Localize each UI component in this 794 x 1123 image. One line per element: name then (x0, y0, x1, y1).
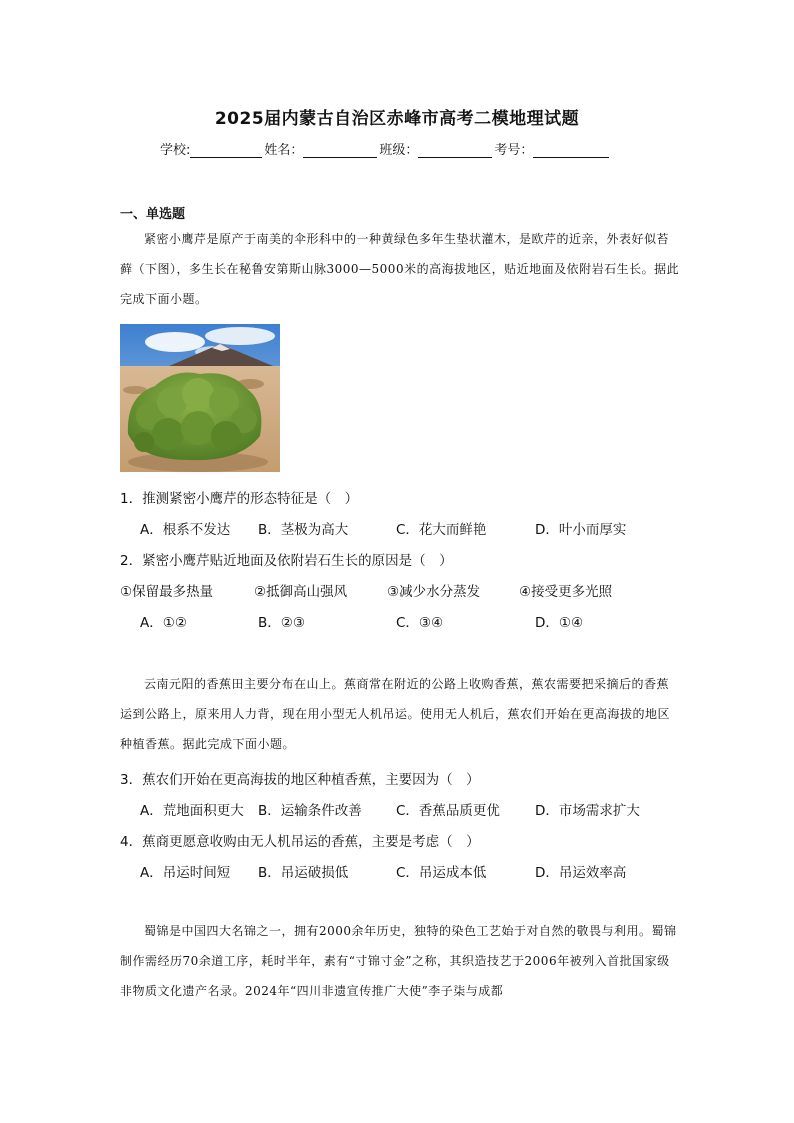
moss-plant-photo (120, 324, 280, 472)
q2-item-2: ②抵御高山强风 (254, 584, 348, 600)
q3-option-c[interactable]: C．香蕉品质更优 (396, 803, 500, 819)
q1-option-d[interactable]: D．叶小而厚实 (535, 522, 627, 538)
q1-option-c[interactable]: C．花大而鲜艳 (396, 522, 487, 538)
q4-option-d[interactable]: D．吊运效率高 (535, 865, 627, 881)
q3-option-d[interactable]: D．市场需求扩大 (535, 803, 640, 819)
section-heading: 一、单选题 (120, 207, 186, 222)
class-blank (418, 143, 492, 158)
question-1: 1．推测紧密小鹰芹的形态特征是（ ） (120, 491, 359, 507)
moss-plant-illustration (120, 324, 280, 472)
number-blank (533, 143, 609, 158)
q1-option-a[interactable]: A．根系不发达 (140, 522, 231, 538)
q3-option-a[interactable]: A．荒地面积更大 (140, 803, 244, 819)
q2-option-b[interactable]: B．②③ (258, 615, 305, 631)
question-3: 3．蕉农们开始在更高海拔的地区种植香蕉，主要因为（ ） (120, 772, 480, 788)
question-2: 2．紧密小鹰芹贴近地面及依附岩石生长的原因是（ ） (120, 553, 453, 569)
q2-item-4: ④接受更多光照 (519, 584, 613, 600)
passage-2: 云南元阳的香蕉田主要分布在山上。蕉商常在附近的公路上收购香蕉，蕉农需要把采摘后的香蕉运到公路上，原来用人力背，现在用小型无人机吊运。使用无人机后，蕉农们开始在更高海拔的地区种植香蕉。据此完成下面小题。 (120, 677, 671, 751)
school-blank (190, 143, 262, 158)
q2-option-d[interactable]: D．①④ (535, 615, 584, 631)
q2-item-3: ③减少水分蒸发 (387, 584, 481, 600)
number-label: 考号： (494, 143, 534, 158)
q4-option-b[interactable]: B．吊运破损低 (258, 865, 349, 881)
name-blank (303, 143, 377, 158)
q2-option-c[interactable]: C．③④ (396, 615, 444, 631)
q4-option-c[interactable]: C．吊运成本低 (396, 865, 487, 881)
class-label: 班级： (379, 143, 419, 158)
q3-option-b[interactable]: B．运输条件改善 (258, 803, 362, 819)
name-label: 姓名： (264, 143, 304, 158)
q2-item-1: ①保留最多热量 (120, 584, 214, 600)
student-info-line (160, 139, 611, 158)
q4-option-a[interactable]: A．吊运时间短 (140, 865, 231, 881)
school-label: 学校: (160, 143, 191, 158)
passage-3: 蜀锦是中国四大名锦之一，拥有2000余年历史，独特的染色工艺始于对自然的敬畏与利用。蜀锦制作需经历70余道工序，耗时半年，素有“寸锦寸金”之称，其织造技艺于2006年被列入首批国家级非物质文化遗产名录。2024年“四川非遗宣传推广大使”李子柒与成都 (120, 924, 677, 998)
exam-title: 2025届内蒙古自治区赤峰市高考二模地理试题 (214, 109, 580, 129)
question-4: 4．蕉商更愿意收购由无人机吊运的香蕉，主要是考虑（ ） (120, 834, 480, 850)
q2-option-a[interactable]: A．①② (140, 615, 187, 631)
passage-1: 紧密小鹰芹是原产于南美的伞形科中的一种黄绿色多年生垫状灌木，是欧芹的近亲，外表好似苔藓（下图），多生长在秘鲁安第斯山脉3000—5000米的高海拔地区，贴近地面及依附岩石生长。据此完成下面小题。 (120, 232, 680, 306)
q1-option-b[interactable]: B．茎极为高大 (258, 522, 349, 538)
